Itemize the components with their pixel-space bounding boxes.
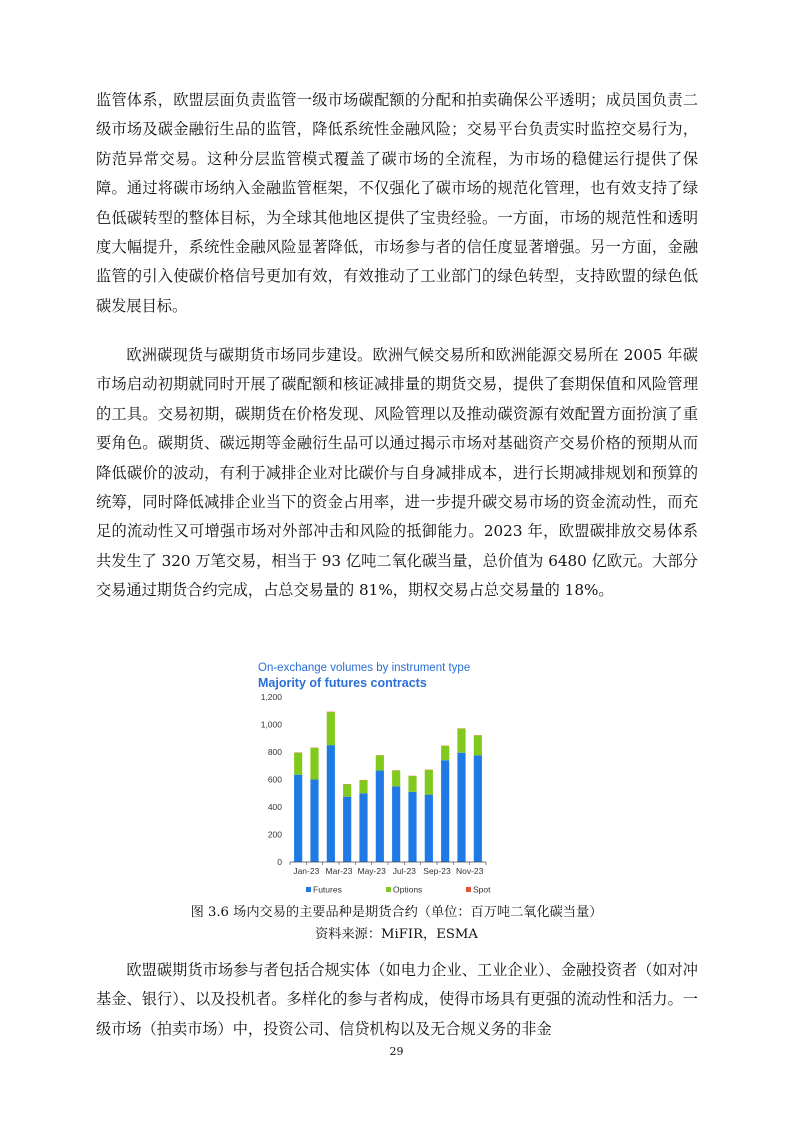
bar-futures-feb-23 — [310, 780, 318, 863]
bar-futures-may-23 — [359, 793, 367, 862]
y-tick-label: 0 — [277, 857, 282, 867]
bar-options-nov-23 — [457, 729, 465, 753]
y-tick-label: 800 — [267, 747, 282, 757]
y-tick-label: 400 — [267, 802, 282, 812]
y-tick-label: 1,200 — [260, 692, 282, 702]
bar-options-jul-23 — [392, 771, 400, 787]
legend-label-spot: Spot — [473, 884, 491, 895]
bar-options-jun-23 — [376, 755, 384, 770]
paragraph-participants: 欧盟碳期货市场参与者包括合规实体（如电力企业、工业企业）、金融投资者（如对冲基金、银行）、以及投机者。多样化的参与者构成，使得市场具有更强的流动性和活力。一级市场（拍卖市场）中，投资公司、信贷机构以及无合规义务的非金 — [96, 961, 698, 1038]
bar-futures-jan-23 — [294, 775, 302, 862]
bar-options-mar-23 — [327, 712, 335, 745]
y-tick-label: 1,000 — [260, 719, 282, 730]
bar-options-oct-23 — [441, 746, 449, 760]
page-number: 29 — [389, 1045, 404, 1058]
x-tick-label: Jul-23 — [392, 866, 416, 876]
bar-options-feb-23 — [310, 748, 318, 780]
paragraph-futures-market: 欧洲碳现货与碳期货市场同步建设。欧洲气候交易所和欧洲能源交易所在 2005 年碳市场启动初期就同时开展了碳配额和核证减排量的期货交易，提供了套期保值和风险管理的工具。交易初期，碳期货在价格发现、风险管理以及推动碳资源有效配置方面扮演了重要角色。碳期货、碳远期等金融衍生品可以通过揭示市场对基础资产交易价格的预期从而降低碳价的波动，有利于减排企业对比碳价与自身减排成本，进行长期减排规划和预算的统筹，同时降低减排企业当下的资金占用率，进一步提升碳交易市场的资金流动性，而充足的流动性又可增强市场对外部冲击和风险的抵御能力。2023 年，欧盟碳排放交易体系共发生了 320 万笔交易，相当于 93 亿吨二氧化碳当量，总价值为 6480 亿欧元。大部分交易通过期货合约完成，占总交易量的 81%，期权交易占总交易量的 18%。 — [96, 346, 698, 600]
bar-futures-jun-23 — [376, 771, 384, 862]
figure-caption: 图 3.6 场内交易的主要品种是期货合约（单位：百万吨二氧化碳当量） — [190, 905, 603, 920]
y-tick-label: 200 — [267, 829, 282, 840]
bar-futures-jul-23 — [392, 786, 400, 862]
legend-swatch-options — [386, 887, 391, 892]
figure-source: 资料来源：MiFIR，ESMA — [315, 927, 478, 942]
figure-chart — [254, 657, 494, 900]
bar-options-aug-23 — [408, 776, 416, 792]
legend-swatch-spot — [466, 887, 471, 892]
legend-swatch-futures — [306, 887, 311, 892]
bar-futures-sep-23 — [425, 795, 433, 862]
chart-title: Majority of futures contracts — [258, 676, 427, 690]
x-tick-label: May-23 — [357, 866, 386, 876]
x-tick-label: Jan-23 — [293, 866, 320, 876]
chart-subtitle: On-exchange volumes by instrument type — [258, 662, 471, 674]
bar-futures-aug-23 — [408, 792, 416, 862]
legend-label-options: Options — [393, 884, 423, 895]
bar-futures-mar-23 — [327, 745, 335, 862]
bar-futures-nov-23 — [457, 753, 465, 862]
volumes-bar-chart — [254, 657, 494, 900]
bar-futures-oct-23 — [441, 760, 449, 862]
bar-options-dec-23 — [474, 736, 482, 756]
bar-options-sep-23 — [425, 770, 433, 795]
bar-options-apr-23 — [343, 784, 351, 796]
x-tick-label: Nov-23 — [455, 866, 484, 876]
paragraph-regulation: 监管体系，欧盟层面负责监管一级市场碳配额的分配和拍卖确保公平透明；成员国负责二级市场及碳金融衍生品的监管，降低系统性金融风险；交易平台负责实时监控交易行为，防范异常交易。这种分层监管模式覆盖了碳市场的全流程，为市场的稳健运行提供了保障。通过将碳市场纳入金融监管框架，不仅强化了碳市场的规范化管理，也有效支持了绿色低碳转型的整体目标，为全球其他地区提供了宝贵经验。一方面，市场的规范性和透明度大幅提升，系统性金融风险显著降低，市场参与者的信任度显著增强。另一方面，金融监管的引入使碳价格信号更加有效，有效推动了工业部门的绿色转型，支持欧盟的绿色低碳发展目标。 — [96, 91, 698, 315]
bar-futures-apr-23 — [343, 797, 351, 862]
y-tick-label: 600 — [267, 774, 282, 785]
x-tick-label: Sep-23 — [423, 866, 451, 876]
legend-label-futures: Futures — [313, 884, 342, 895]
bar-options-may-23 — [359, 780, 367, 793]
bar-options-jan-23 — [294, 753, 302, 775]
bar-futures-dec-23 — [474, 755, 482, 862]
x-tick-label: Mar-23 — [325, 866, 353, 876]
